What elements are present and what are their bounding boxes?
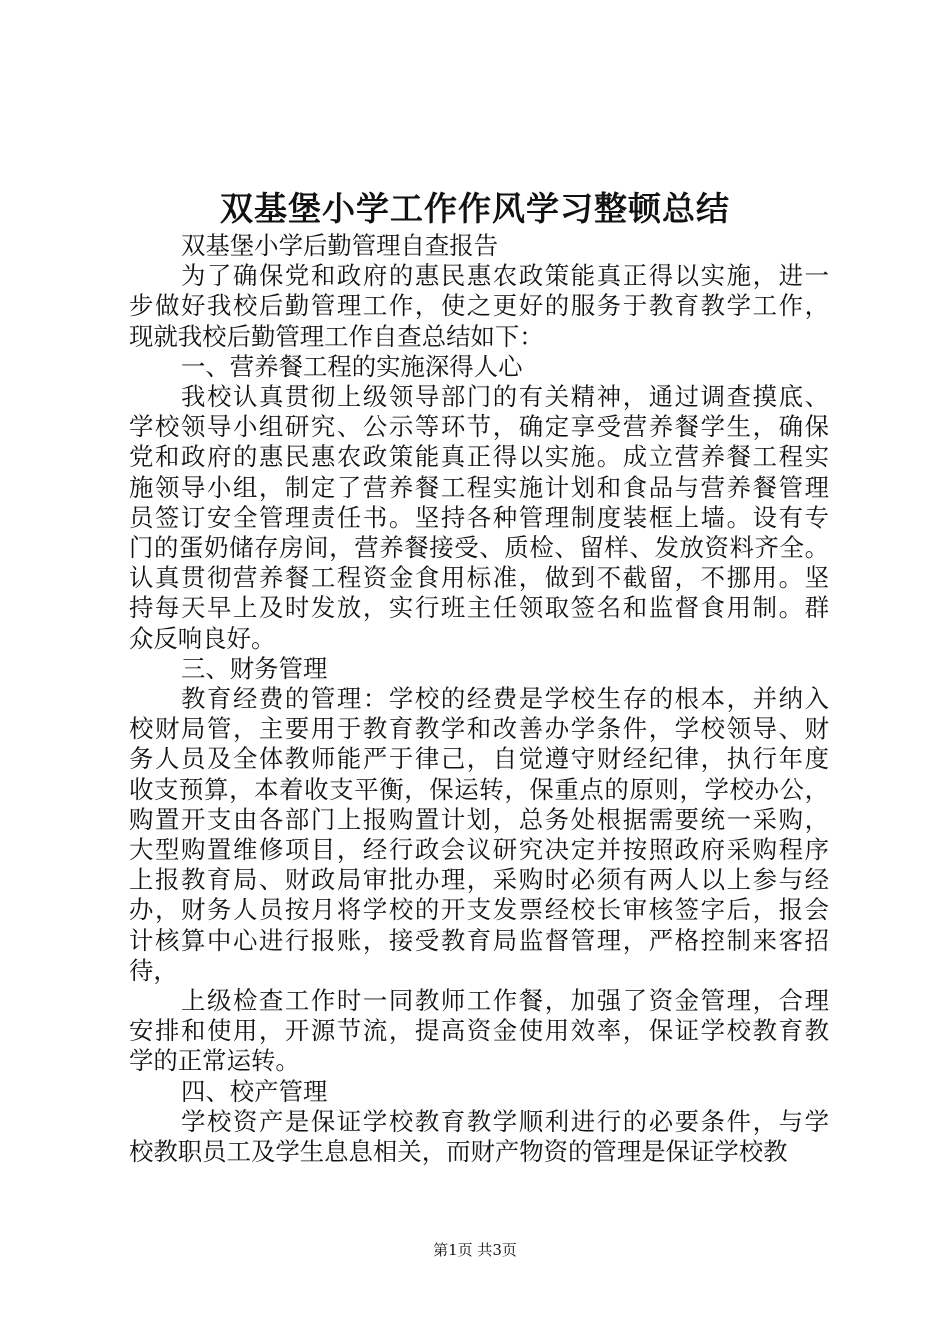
paragraph-line: 校教职员工及学生息息相关，而财产物资的管理是保证学校教: [129, 1137, 788, 1167]
paragraph-line: 安排和使用，开源节流，提高资金使用效率，保证学校教育教: [129, 1016, 829, 1046]
page-footer: 第1页 共3页: [433, 1241, 517, 1259]
paragraph-line: 校财局管，主要用于教育教学和改善办学条件，学校领导、财: [129, 714, 829, 744]
paragraph-line: 上报教育局、财政局审批办理，采购时必须有两人以上参与经: [129, 865, 829, 895]
paragraph-line: 员签订安全管理责任书。坚持各种管理制度装框上墙。设有专: [129, 502, 829, 532]
paragraph-line: 党和政府的惠民惠农政策能真正得以实施。成立营养餐工程实: [129, 442, 829, 472]
paragraph-line: 我校认真贯彻上级领导部门的有关精神，通过调查摸底、: [181, 382, 829, 412]
paragraph-line: 为了确保党和政府的惠民惠农政策能真正得以实施，进一: [181, 261, 829, 291]
paragraph-line: 施领导小组，制定了营养餐工程实施计划和食品与营养餐管理: [129, 472, 829, 502]
paragraph: [129, 684, 829, 986]
paragraph: [129, 986, 829, 1077]
paragraph-line: 上级检查工作时一同教师工作餐，加强了资金管理，合理: [181, 986, 829, 1016]
paragraph-line: 双基堡小学后勤管理自查报告: [181, 231, 499, 260]
paragraph-line: 学的正常运转。: [129, 1046, 300, 1076]
paragraph: [129, 352, 829, 382]
paragraph: [129, 1107, 829, 1167]
document-title: 双基堡小学工作作风学习整顿总结: [220, 189, 730, 228]
paragraph: [129, 261, 829, 352]
paragraph-line: 收支预算，本着收支平衡，保运转，保重点的原则，学校办公，: [129, 774, 829, 804]
paragraph: [129, 1077, 829, 1107]
paragraph-line: 四、校产管理: [181, 1076, 328, 1106]
paragraph-line: 步做好我校后勤管理工作，使之更好的服务于教育教学工作，: [129, 291, 829, 321]
paragraph-line: 办，财务人员按月将学校的开支发票经校长审核签字后，报会: [129, 895, 829, 925]
paragraph-line: 教育经费的管理：学校的经费是学校生存的根本，并纳入: [181, 684, 829, 714]
paragraph-line: 学校资产是保证学校教育教学顺利进行的必要条件，与学: [181, 1106, 829, 1136]
paragraph-line: 现就我校后勤管理工作自查总结如下：: [129, 321, 544, 351]
paragraph: [129, 382, 829, 654]
document-body: [129, 231, 829, 1167]
paragraph-line: 学校领导小组研究、公示等环节，确定享受营养餐学生，确保: [129, 412, 829, 442]
paragraph-line: 购置开支由各部门上报购置计划，总务处根据需要统一采购，: [129, 804, 829, 834]
paragraph-line: 务人员及全体教师能严于律己，自觉遵守财经纪律，执行年度: [129, 744, 829, 774]
paragraph-line: 待，: [129, 955, 178, 985]
paragraph: [129, 231, 829, 261]
paragraph-line: 大型购置维修项目，经行政会议研究决定并按照政府采购程序: [129, 835, 829, 865]
paragraph-line: 认真贯彻营养餐工程资金食用标准，做到不截留，不挪用。坚: [129, 563, 829, 593]
paragraph-line: 门的蛋奶储存房间，营养餐接受、质检、留样、发放资料齐全。: [129, 533, 829, 563]
paragraph-line: 计核算中心进行报账，接受教育局监督管理，严格控制来客招: [129, 925, 829, 955]
paragraph-line: 众反响良好。: [129, 623, 276, 653]
paragraph-line: 持每天早上及时发放，实行班主任领取签名和监督食用制。群: [129, 593, 829, 623]
paragraph: [129, 654, 829, 684]
paragraph-line: 三、财务管理: [181, 653, 328, 683]
paragraph-line: 一、营养餐工程的实施深得人心: [181, 351, 523, 381]
